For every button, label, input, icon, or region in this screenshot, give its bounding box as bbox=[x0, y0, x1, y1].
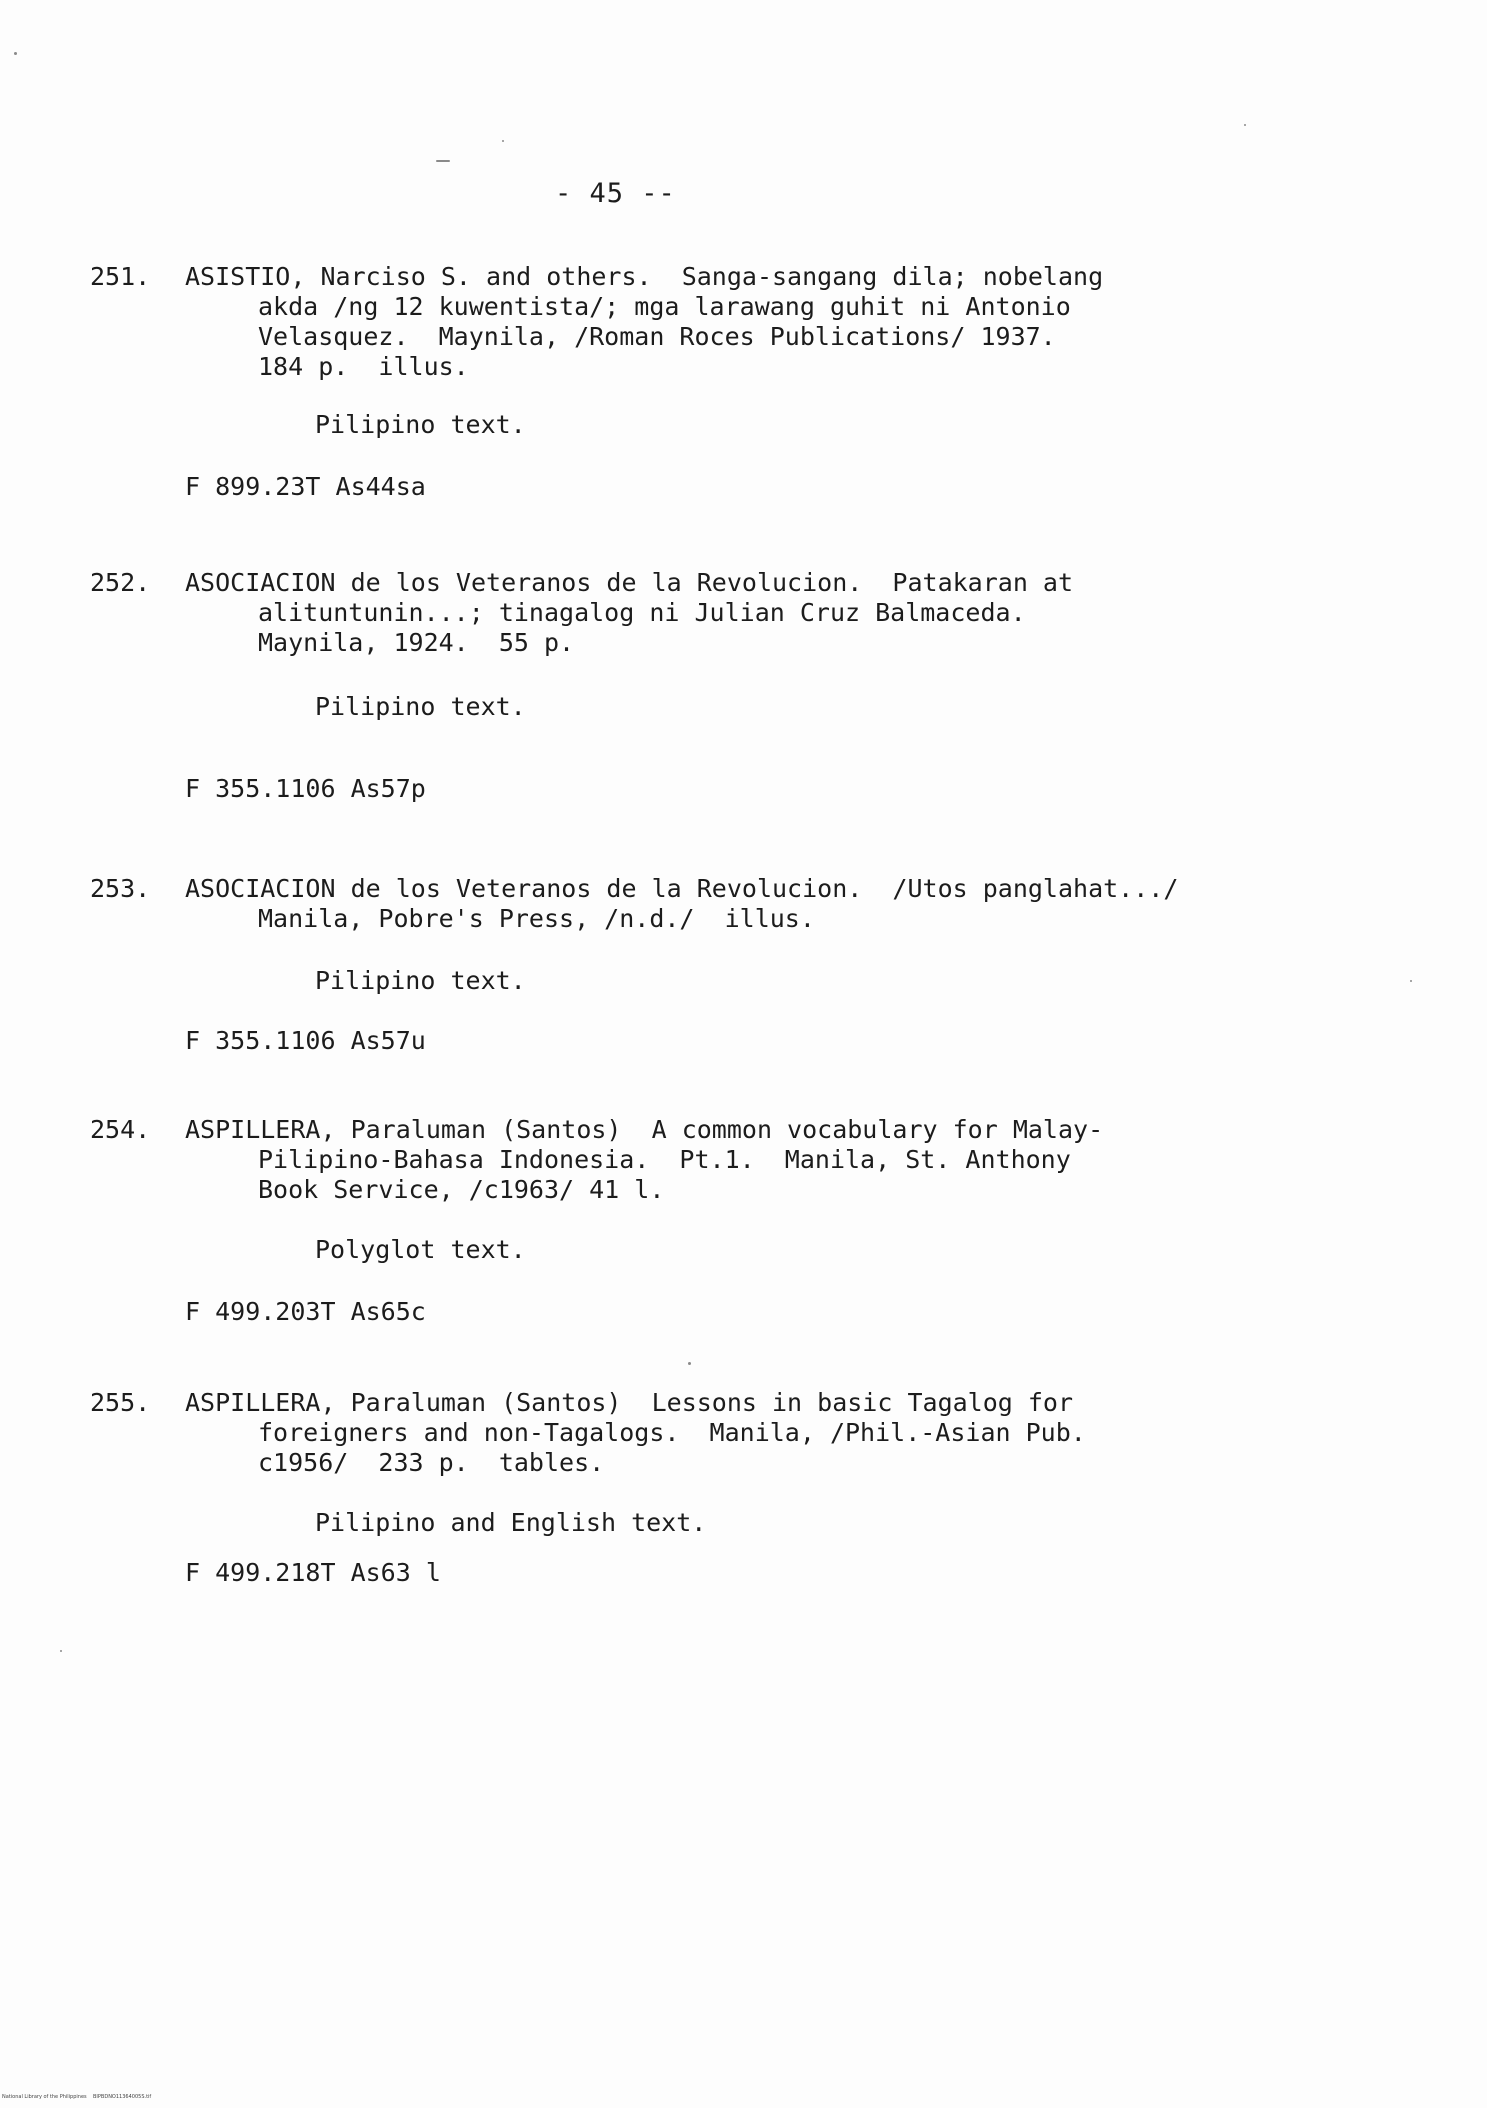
page-number: - 45 -- bbox=[555, 178, 676, 209]
citation-line: ASPILLERA, Paraluman (Santos) A common vocabulary for Malay- bbox=[185, 1115, 1104, 1144]
call-number: F 355.1106 As57u bbox=[185, 1026, 426, 1055]
scan-speck bbox=[14, 52, 17, 55]
scan-speck bbox=[1410, 980, 1412, 982]
bibliography-entry-251 bbox=[90, 262, 1190, 502]
entry-number: 254. bbox=[90, 1115, 151, 1144]
call-number: F 355.1106 As57p bbox=[185, 774, 426, 803]
scan-speck bbox=[688, 1362, 691, 1365]
bibliography-entry-253 bbox=[90, 874, 1190, 1056]
entry-number: 252. bbox=[90, 568, 151, 597]
bibliography-entry-255 bbox=[90, 1388, 1190, 1588]
citation-line: Pilipino-Bahasa Indonesia. Pt.1. Manila, St. Anthony bbox=[258, 1145, 1071, 1174]
bibliography-entry-252 bbox=[90, 568, 1190, 804]
scan-speck bbox=[436, 160, 450, 162]
citation-line: alituntunin...; tinagalog ni Julian Cruz Balmaceda. bbox=[258, 598, 1026, 627]
entry-citation bbox=[90, 568, 1190, 658]
citation-line: akda /ng 12 kuwentista/; mga larawang guhit ni Antonio bbox=[258, 292, 1071, 321]
entry-citation bbox=[90, 1115, 1190, 1205]
entry-citation bbox=[90, 262, 1190, 382]
scan-speck bbox=[1244, 124, 1246, 126]
call-number: F 499.218T As63 l bbox=[185, 1558, 441, 1587]
entry-number: 255. bbox=[90, 1388, 151, 1417]
citation-line: c1956/ 233 p. tables. bbox=[258, 1448, 605, 1477]
entry-number: 251. bbox=[90, 262, 151, 291]
language-note: Pilipino text. bbox=[315, 410, 526, 439]
citation-line: Book Service, /c1963/ 41 l. bbox=[258, 1175, 665, 1204]
citation-line: Manila, Pobre's Press, /n.d./ illus. bbox=[258, 904, 815, 933]
language-note: Pilipino text. bbox=[315, 966, 526, 995]
call-number: F 899.23T As44sa bbox=[185, 472, 426, 501]
citation-line: ASISTIO, Narciso S. and others. Sanga-sangang dila; nobelang bbox=[185, 262, 1104, 291]
citation-line: Maynila, 1924. 55 p. bbox=[258, 628, 575, 657]
call-number: F 499.203T As65c bbox=[185, 1297, 426, 1326]
scan-speck bbox=[502, 140, 504, 142]
citation-line: Velasquez. Maynila, /Roman Roces Publications/ 1937. bbox=[258, 322, 1056, 351]
language-note: Pilipino and English text. bbox=[315, 1508, 707, 1537]
citation-line: ASOCIACION de los Veteranos de la Revolucion. Patakaran at bbox=[185, 568, 1074, 597]
citation-line: 184 p. illus. bbox=[258, 352, 469, 381]
entry-citation bbox=[90, 1388, 1190, 1478]
language-note: Pilipino text. bbox=[315, 692, 526, 721]
citation-line: ASPILLERA, Paraluman (Santos) Lessons in basic Tagalog for bbox=[185, 1388, 1074, 1417]
language-note: Polyglot text. bbox=[315, 1235, 526, 1264]
citation-line: ASOCIACION de los Veteranos de la Revolucion. /Utos panglahat.../ bbox=[185, 874, 1179, 903]
entry-citation bbox=[90, 874, 1190, 934]
scan-footer: National Library of the Philippines BIPBDNO11364005S.tif bbox=[2, 2094, 152, 2100]
entry-number: 253. bbox=[90, 874, 151, 903]
bibliography-entry-254 bbox=[90, 1115, 1190, 1327]
citation-line: foreigners and non-Tagalogs. Manila, /Phil.-Asian Pub. bbox=[258, 1418, 1086, 1447]
scan-speck bbox=[60, 1650, 62, 1652]
